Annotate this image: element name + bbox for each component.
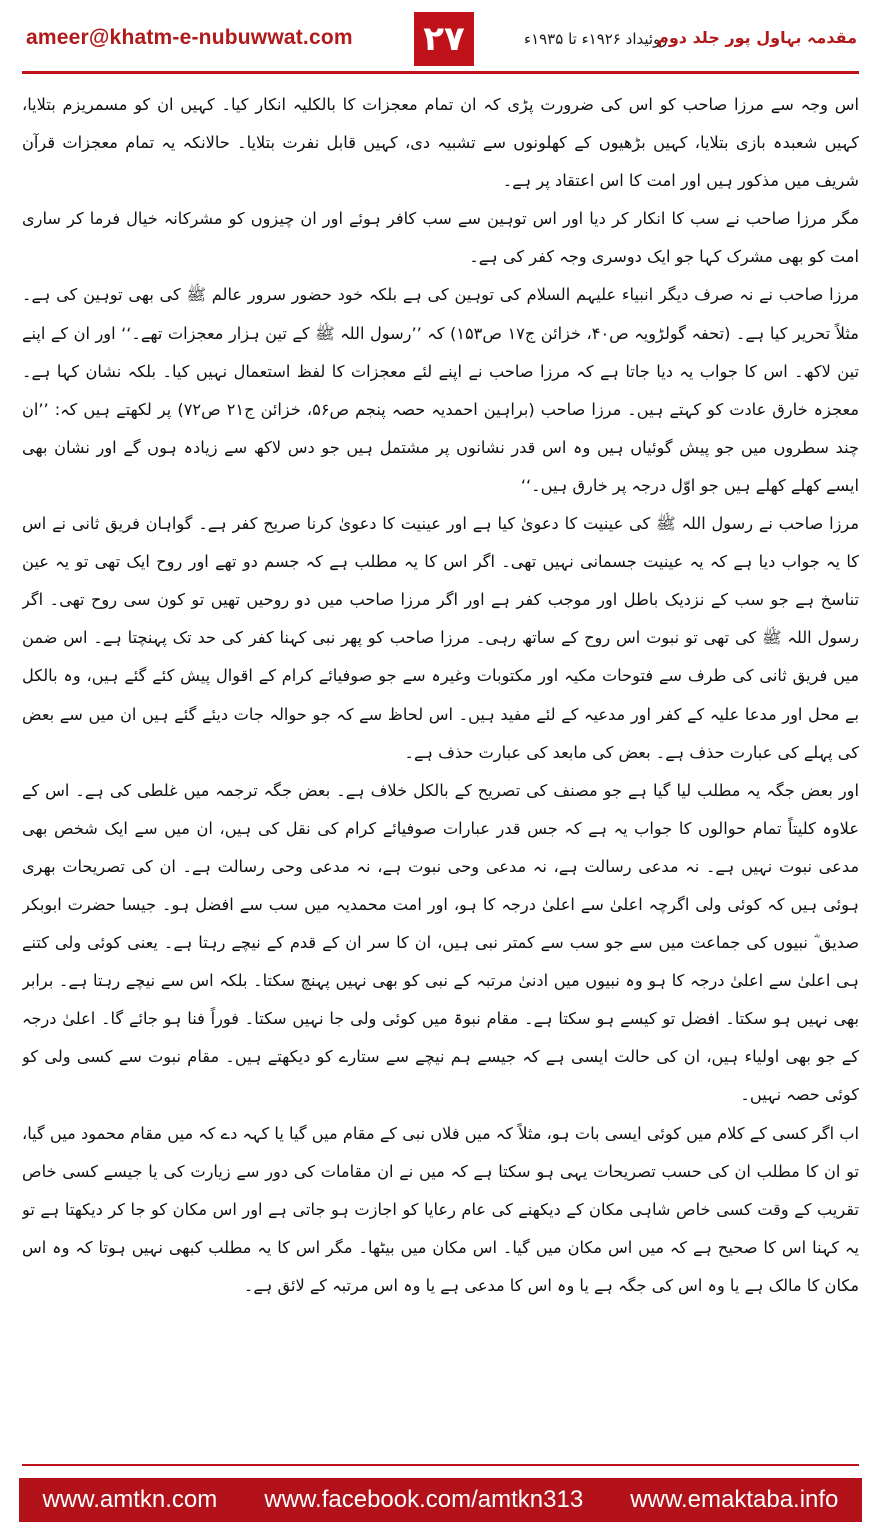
page-header <box>0 0 881 88</box>
paragraph-3: مرزا صاحب نے نہ صرف دیگر انبیاء علیہم السلام کی توہین کی ہے بلکہ خود حضور سرور عالم ﷺ کی بھی توہین کی ہے۔ مثلاً تحریر کیا ہے۔ (تحفہ گولڑویہ ص۴۰، خزائن ج۱۷ ص۱۵۳) کہ ’’رسول اللہ ﷺ کے تین ہزار معجزات تھے۔‘‘ اور ان کے اپنے تین لاکھ۔ اس کا جواب یہ دیا جاتا ہے کہ مرزا صاحب نے اپنے لئے معجزات کا لفظ استعمال نہیں کیا۔ بلکہ نشان کہا ہے۔ معجزہ خارق عادت کو کہتے ہیں۔ مرزا صاحب (براہین احمدیہ حصہ پنجم ص۵۶، خزائن ج۲۱ ص۷۲) پر لکھتے ہیں کہ: ’’ان چند سطروں میں جو پیش گوئیاں ہیں وہ اس قدر نشانوں پر مشتمل ہیں جو دس لاکھ سے زیادہ ہوں گے اور نشان بھی ایسے کھلے کھلے ہیں جو اوّل درجہ پر خارق ہیں۔‘‘ <box>22 285 859 495</box>
paragraph-2: مگر مرزا صاحب نے سب کا انکار کر دیا اور اس توہین سے سب کافر ہوئے اور ان چیزوں کو مشرکانہ خیال فرما کر ساری امت کو بھی مشرک کہا جو ایک دوسری وجہ کفر کی ہے۔ <box>22 209 859 267</box>
paragraph-6: اب اگر کسی کے کلام میں کوئی ایسی بات ہو، مثلاً کہ میں فلاں نبی کے مقام میں گیا یا کہہ دے کہ میں مقام محمود میں گیا، تو ان کا مطلب ان کی حسب تصریحات یہی ہو سکتا ہے کہ میں نے ان مقامات کی دور سے زیارت کی یا جیسے کسی خاص تقریب کے وقت کسی خاص شاہی مکان کے دیکھنے کی عام رعایا کو اجازت ہو جاتی ہے اور اس مکان کو جا کر دیکھتا ہے تو یہ کہنا اس کا صحیح ہے کہ میں اس مکان میں گیا۔ اس مکان میں بیٹھا۔ مگر اس کا یہ مطلب کبھی نہیں ہوتا کہ وہ اس مکان کا مالک ہے یا وہ اس کی جگہ ہے یا وہ اس کا مدعی ہے یا وہ اس مرتبہ کے لائق ہے۔ <box>22 1123 859 1295</box>
footer-divider <box>22 1464 859 1466</box>
footer-link-emaktaba[interactable]: www.emaktaba.info <box>630 1486 839 1513</box>
footer-link-facebook[interactable]: www.facebook.com/amtkn313 <box>264 1486 584 1513</box>
header-divider <box>22 71 859 74</box>
paragraph-1: اس وجہ سے مرزا صاحب کو اس کی ضرورت پڑی کہ ان تمام معجزات کا بالکلیہ انکار کیا۔ کہیں ان کو مسمریزم بتلایا، کہیں شعبدہ بازی بتلایا، کہیں بڑھیوں کے کھلونوں سے تشبیہ دی، کہیں قابل نفرت بتلایا۔ حالانکہ یہ تمام معجزات قرآن شریف میں مذکور ہیں اور امت کا اس اعتقاد پر ہے۔ <box>22 95 859 191</box>
page-body <box>22 86 859 1456</box>
page-number-badge: ۲۷ <box>414 12 474 66</box>
email-address: ameer@khatm-e-nubuwwat.com <box>26 26 353 49</box>
footer-bar <box>19 1478 862 1522</box>
proceedings-range: روئیداد ۱۹۲۶ء تا ۱۹۳۵ء <box>524 30 668 48</box>
footer-link-amtkn[interactable]: www.amtkn.com <box>42 1486 218 1513</box>
paragraph-5: اور بعض جگہ یہ مطلب لیا گیا ہے جو مصنف کی تصریح کے بالکل خلاف ہے۔ بعض جگہ ترجمہ میں غلطی کی ہے۔ اس کے علاوہ کلیتاً تمام حوالوں کا جواب یہ ہے کہ جس قدر عبارات صوفیائے کرام کی نقل کی ہیں، ان میں سے ایک شخص بھی مدعی نبوت نہیں ہے۔ نہ مدعی رسالت ہے، نہ مدعی وحی نبوت ہے، نہ مدعی وحی رسالت ہے۔ ان کی تصریحات بھری ہوئی ہیں کہ کوئی ولی اگرچہ اعلیٰ سے اعلیٰ درجہ کا ہو، اور امت محمدیہ میں سب سے افضل ہو۔ جیسا حضرت ابوبکر صدیق ؓ نبیوں کی جماعت میں سے جو سب سے کمتر نبی ہیں، ان کا سر ان کے قدم کے نیچے رہتا ہے۔ یعنی کوئی ولی کتنے ہی اعلیٰ سے اعلیٰ درجہ کا ہو وہ نبیوں میں ادنیٰ مرتبہ کے نبی کو بھی نہیں پہنچ سکتا۔ بلکہ اس سے نیچے رہتا ہے۔ برابر بھی نہیں ہو سکتا۔ افضل تو کیسے ہو سکتا ہے۔ مقام نبوۃ میں کوئی ولی جا نہیں سکتا۔ فوراً فنا ہو جائے گا۔ اعلیٰ درجہ کے جو بھی اولیاء ہیں، ان کی حالت ایسی ہے کہ جیسے ہم نیچے سے ستارے کو دیکھتے ہیں۔ مقام نبوت سے کسی ولی کو کوئی حصہ نہیں۔ <box>22 780 859 1105</box>
paragraph-4: مرزا صاحب نے رسول اللہ ﷺ کی عینیت کا دعویٰ کیا ہے اور عینیت کا دعویٰ کرنا صریح کفر ہے۔ گواہان فریق ثانی نے اس کا یہ جواب دیا ہے کہ یہ عینیت جسمانی نہیں تھی۔ اگر اس کا یہ مطلب ہے کہ جسم دو تھے اور روح ایک تھی تو یہ عین تناسخ ہے جو سب کے نزدیک باطل اور موجب کفر ہے اور اگر مرزا صاحب میں دو روحیں تھیں تو کون سی روح تھی۔ اگر رسول اللہ ﷺ کی تھی تو نبوت اس روح کے ساتھ رہی۔ مرزا صاحب کو پھر نبی کہنا کفر کی حد تک پہنچتا ہے۔ اس ضمن میں فریق ثانی کی طرف سے فتوحات مکیہ اور مکتوبات وغیرہ سے جو صوفیائے کرام کے اقوال پیش کئے گئے ہیں، وہ بالکل بے محل اور مدعا علیہ کے کفر اور مدعیہ کے لئے مفید ہیں۔ اس لحاظ سے کہ جو حوالہ جات دیئے گئے ہیں ان میں سے بعض کی پہلے کی عبارت حذف ہے۔ بعض کی مابعد کی عبارت حذف ہے۔ <box>22 514 859 762</box>
book-title: مقدمہ بہاول پور جلد دوم <box>657 28 857 47</box>
